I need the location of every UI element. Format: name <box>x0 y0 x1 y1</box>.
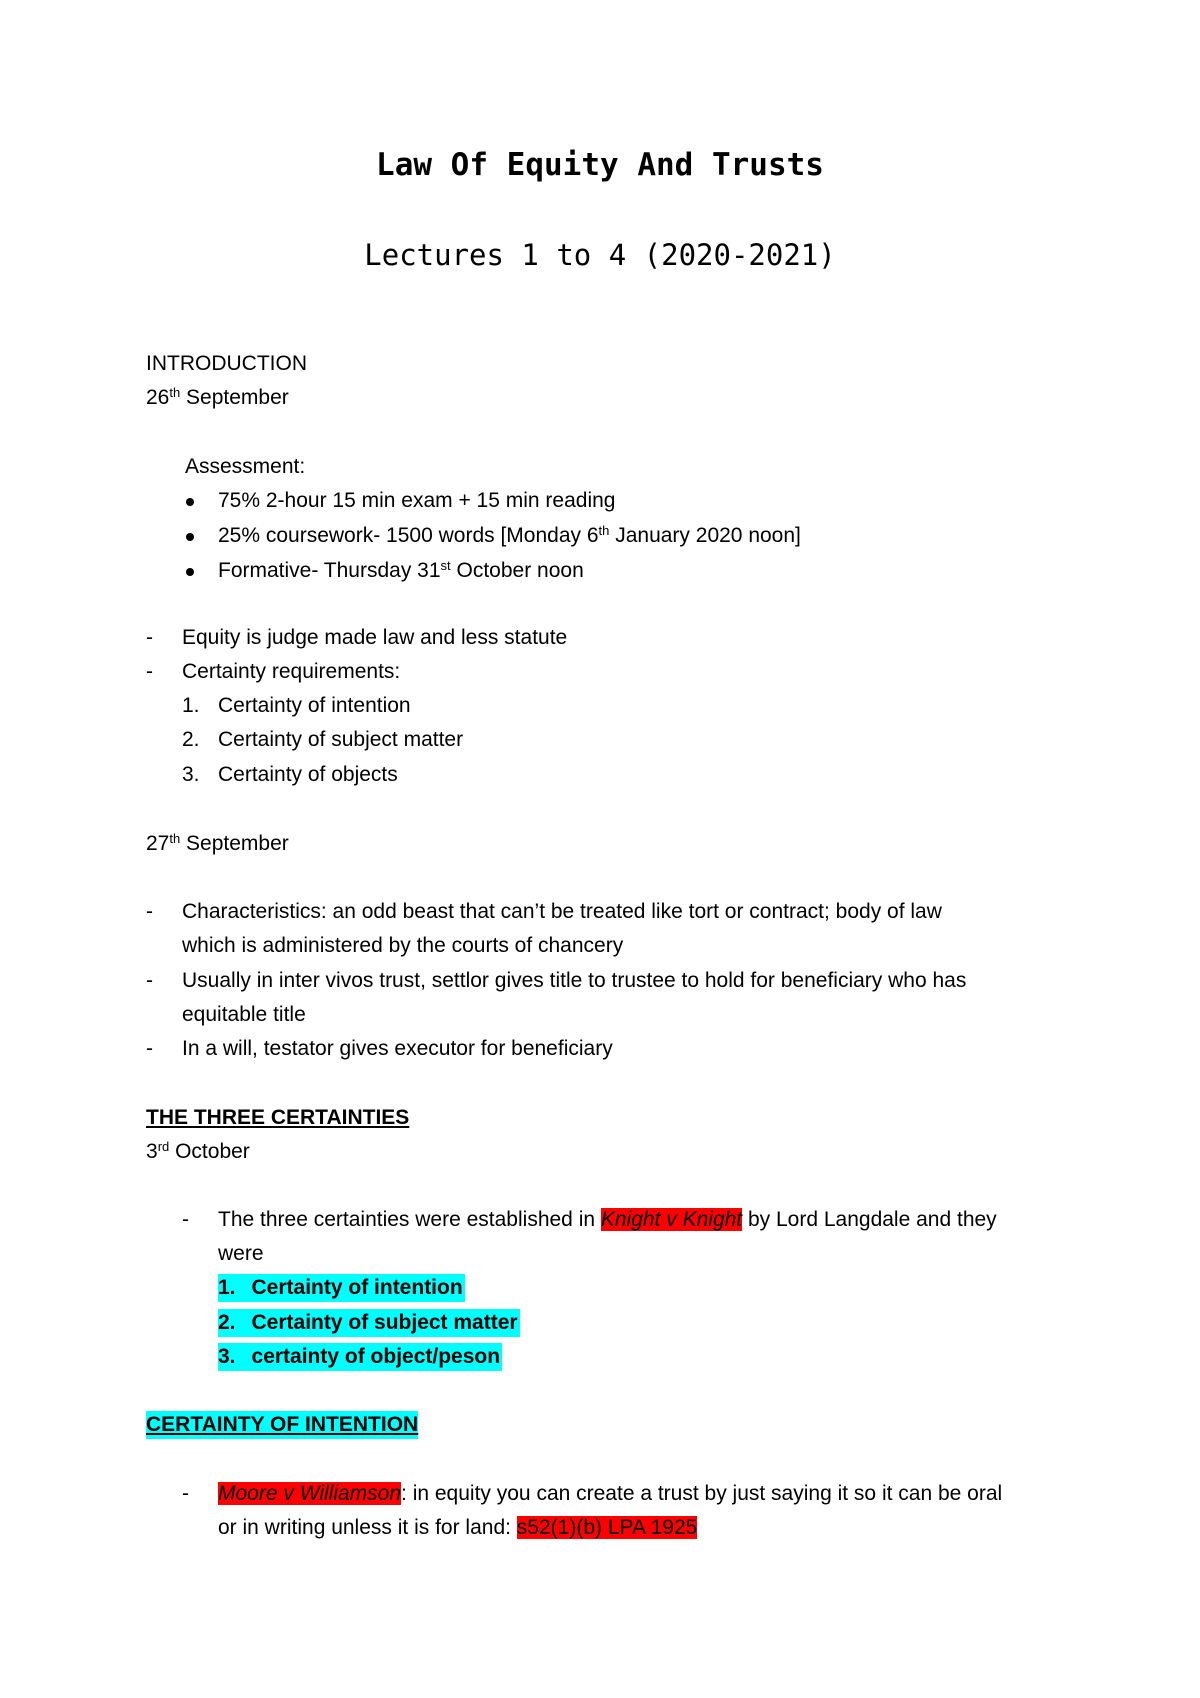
bullet-icon <box>186 498 194 506</box>
dash-item: Moore v Williamson: in equity you can create a trust by just saying it so it can be oral <box>218 1482 1003 1505</box>
dash-marker: - <box>146 1037 153 1060</box>
dash-marker: - <box>146 900 153 923</box>
numbered-marker: 2. <box>182 728 200 751</box>
numbered-item: Certainty of objects <box>218 763 398 786</box>
dash-item: In a will, testator gives executor for beneficiary <box>182 1037 613 1060</box>
assessment-label: Assessment: <box>185 455 306 478</box>
bullet-icon <box>186 533 194 541</box>
bullet-item: Formative- Thursday 31st October noon <box>218 558 584 582</box>
dash-item: Characteristics: an odd beast that can’t be treated like tort or contract; body of law <box>182 900 942 923</box>
bullet-icon <box>186 568 194 576</box>
case-name-highlight: Moore v Williamson <box>218 1482 402 1505</box>
highlighted-numbered-item: 3. certainty of object/peson <box>218 1343 502 1371</box>
document-subtitle: Lectures 1 to 4 (2020-2021) <box>364 238 836 272</box>
date-3-october: 3rd October <box>146 1139 250 1163</box>
dash-item-continued: equitable title <box>182 1003 306 1026</box>
numbered-item: Certainty of intention <box>218 694 411 717</box>
numbered-marker: 1. <box>182 694 200 717</box>
dash-item-continued: which is administered by the courts of chancery <box>182 934 624 957</box>
dash-item: Certainty requirements: <box>182 660 401 683</box>
dash-item-continued: were <box>218 1242 264 1265</box>
section-heading-three-certainties: THE THREE CERTAINTIES <box>146 1106 410 1129</box>
date-26-september: 26th September <box>146 385 289 409</box>
dash-marker: - <box>146 626 153 649</box>
bullet-item: 75% 2-hour 15 min exam + 15 min reading <box>218 489 616 512</box>
section-heading-introduction: INTRODUCTION <box>146 352 307 375</box>
statute-highlight: s52(1)(b) LPA 1925 <box>516 1516 698 1539</box>
document-title: Law Of Equity And Trusts <box>376 147 824 183</box>
highlighted-numbered-item: 2. Certainty of subject matter <box>218 1309 520 1337</box>
numbered-marker: 3. <box>182 763 200 786</box>
dash-item: Usually in inter vivos trust, settlor gives title to trustee to hold for beneficiary who has <box>182 969 967 992</box>
highlighted-numbered-item: 1. Certainty of intention <box>218 1274 465 1302</box>
dash-item-continued: or in writing unless it is for land: s52(1)(b) LPA 1925 <box>218 1516 698 1539</box>
dash-marker: - <box>182 1208 189 1231</box>
date-27-september: 27th September <box>146 831 289 855</box>
dash-marker: - <box>146 660 153 683</box>
section-heading-certainty-of-intention: CERTAINTY OF INTENTION <box>146 1411 418 1439</box>
numbered-item: Certainty of subject matter <box>218 728 464 751</box>
bullet-item: 25% coursework- 1500 words [Monday 6th January 2020 noon] <box>218 523 801 547</box>
dash-item: The three certainties were established in Knight v Knight by Lord Langdale and they <box>218 1208 997 1231</box>
dash-marker: - <box>146 969 153 992</box>
dash-marker: - <box>182 1482 189 1505</box>
case-name-highlight: Knight v Knight <box>600 1208 743 1231</box>
dash-item: Equity is judge made law and less statute <box>182 626 568 649</box>
